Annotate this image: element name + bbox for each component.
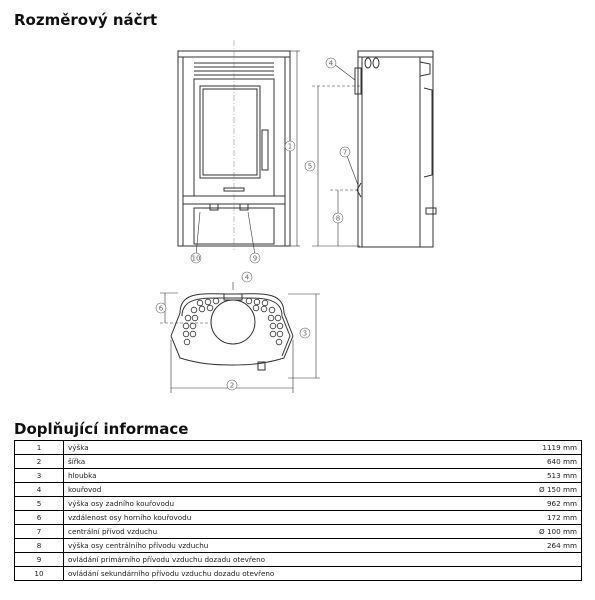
callout-3: 3 bbox=[302, 329, 308, 338]
callout-4: 4 bbox=[328, 59, 334, 68]
table-row bbox=[15, 567, 582, 581]
row-label: ovládání sekundárního přívodu vzduchu dozadu otevřeno bbox=[64, 567, 490, 581]
table-row bbox=[15, 511, 582, 525]
callout-5: 5 bbox=[307, 162, 313, 171]
row-number: 10 bbox=[15, 567, 64, 581]
top-view bbox=[156, 272, 320, 393]
row-value: 1119 mm bbox=[489, 441, 581, 455]
row-value: 172 mm bbox=[489, 511, 581, 525]
callout-8: 8 bbox=[335, 214, 341, 223]
callout-10: 10 bbox=[191, 254, 201, 263]
sketch-heading: Rozměrový náčrt bbox=[14, 11, 158, 29]
callout-6: 6 bbox=[158, 304, 164, 313]
table-row bbox=[15, 441, 582, 455]
side-view bbox=[305, 51, 436, 247]
row-label: výška osy zadního kouřovodu bbox=[64, 497, 490, 511]
row-label: ovládání primárního přívodu vzduchu dozadu otevřeno bbox=[64, 553, 490, 567]
row-number: 2 bbox=[15, 455, 64, 469]
row-number: 8 bbox=[15, 539, 64, 553]
callout-1: 1 bbox=[287, 142, 293, 151]
row-value: 264 mm bbox=[489, 539, 581, 553]
callout-top-4: 4 bbox=[244, 273, 250, 282]
row-number: 3 bbox=[15, 469, 64, 483]
info-heading: Doplňující informace bbox=[14, 420, 189, 438]
row-label: centrální přívod vzduchu bbox=[64, 525, 490, 539]
table-row bbox=[15, 497, 582, 511]
row-value: 513 mm bbox=[489, 469, 581, 483]
row-number: 4 bbox=[15, 483, 64, 497]
row-label: výška osy centrálního přívodu vzduchu bbox=[64, 539, 490, 553]
row-value: Ø 100 mm bbox=[489, 525, 581, 539]
row-value bbox=[489, 553, 581, 567]
row-label: vzdálenost osy horního kouřovodu bbox=[64, 511, 490, 525]
row-value: Ø 150 mm bbox=[489, 483, 581, 497]
table-row bbox=[15, 469, 582, 483]
spec-table bbox=[14, 440, 582, 581]
table-row bbox=[15, 525, 582, 539]
table-row bbox=[15, 483, 582, 497]
table-row bbox=[15, 455, 582, 469]
row-label: hloubka bbox=[64, 469, 490, 483]
row-value: 962 mm bbox=[489, 497, 581, 511]
table-row bbox=[15, 539, 582, 553]
row-label: kouřovod bbox=[64, 483, 490, 497]
row-number: 9 bbox=[15, 553, 64, 567]
callout-9: 9 bbox=[252, 254, 258, 263]
row-value: 640 mm bbox=[489, 455, 581, 469]
front-view bbox=[178, 40, 300, 263]
row-number: 7 bbox=[15, 525, 64, 539]
row-value bbox=[489, 567, 581, 581]
row-label: výška bbox=[64, 441, 490, 455]
table-row bbox=[15, 553, 582, 567]
callout-7: 7 bbox=[342, 148, 348, 157]
row-label: šířka bbox=[64, 455, 490, 469]
row-number: 5 bbox=[15, 497, 64, 511]
row-number: 6 bbox=[15, 511, 64, 525]
callout-2: 2 bbox=[229, 381, 235, 390]
row-number: 1 bbox=[15, 441, 64, 455]
